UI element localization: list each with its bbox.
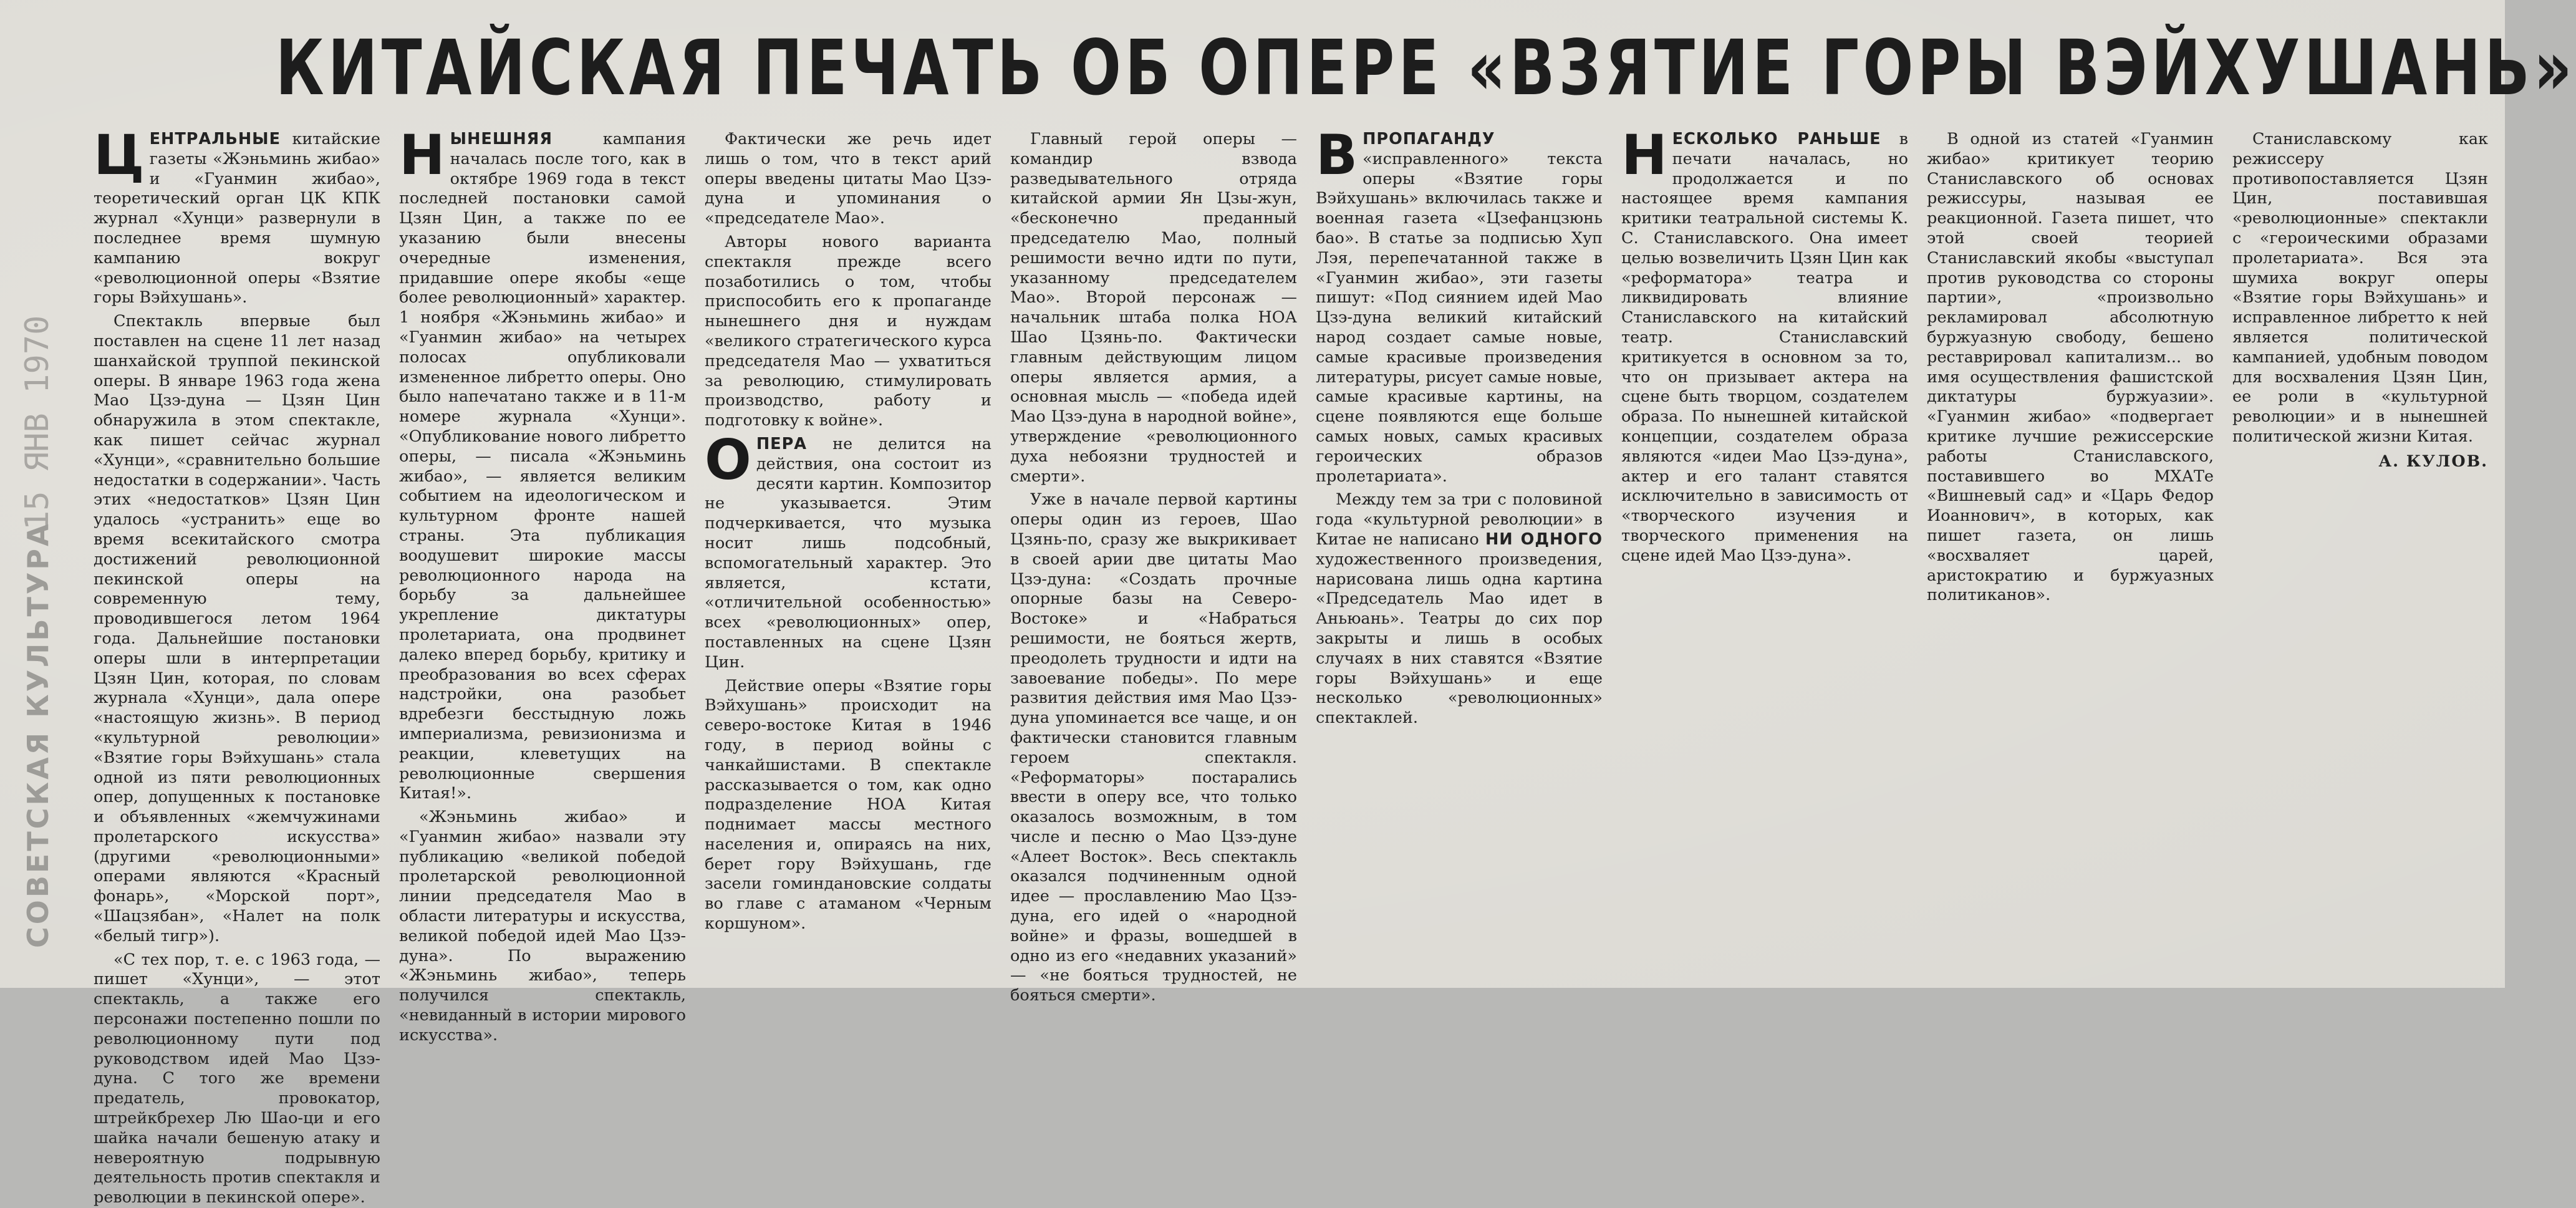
article-column-1 (94, 123, 380, 1207)
article-column-2 (399, 123, 686, 1045)
lead-word: ЕНТРАЛЬНЫЕ (149, 130, 281, 148)
paragraph: «С тех пор, т. е. с 1963 года, — пишет «Хунци», — этот спектакль, а также его персонажи постепенно пошли по революционному пути под руководством идей Мао Цзэ-дуна. С того же времени предатель, провокатор, штрейкбрехер Лю Шао-ци и его шайка начали бешеную атаку и невероятную подрывную деятельность против спектакля и революции в пекинской опере». (94, 950, 380, 1207)
paragraph (1316, 490, 1603, 728)
newspaper-name-stamp: СОВЕТСКАЯ КУЛЬТУРА (21, 521, 55, 948)
article-column-8 (2232, 130, 2488, 969)
paragraph: «Жэньминь жибао» и «Гуанмин жибао» назвали эту публикацию «великой победой пролетарской революционной линии председателя Мао в области литературы и искусства, великой победой идей Мао Цзэ-дуна». По выражению «Жэньминь жибао», теперь получился спектакль, «невиданный в истории мирового искусства». (399, 808, 686, 1045)
paragraph: Главный герой оперы — командир взвода разведывательного отряда китайской армии Ян Цзы-жун, «бесконечно преданный председателю Мао, полный решимости вечно идти по пути, указанному председателем Мао». Второй персонаж — начальник штаба полка НОА Шао Цзянь-по. Фактически главным действующим лицом оперы является армия, а основная мысль — «победа идей Мао Цзэ-дуна в народной войне», утверждение «революционного духа небоязни трудностей и смерти». (1010, 130, 1297, 486)
article-column-7 (1927, 130, 2214, 969)
paragraph-text: «исправленного» текста оперы «Взятие горы Вэйхушань» включилась также и военная газета «Цзефанцзюнь бао». В статье за подписью Хуп Лэя, перепечатанной также в «Гуанмин жибао», эти газеты пишут: «Под сиянием идей Мао Цзэ-дуна великий китайский народ создает самые новые, самые красивые произведения литературы, рисует самые новые, самые красивые картины, на сцене появляются еще больше самых новых, самых красивых героических образов пролетариата». (1316, 149, 1603, 486)
paragraph (1621, 123, 1909, 566)
paragraph: В одной из статей «Гуанмин жибао» критикует теорию Станиславского об основах режиссуры, называя ее реакционной. Газета пишет, что этой своей теорией Станиславский якобы «выступал против руководства со стороны партии», «произвольно рекламировал абсолютную буржуазную свободу, бешено реставрировал капитализм... во имя осуществления фашистской диктатуры буржуазии». «Гуанмин жибао» «подвергает критике лучшие режиссерские работы Станиславского, поставившего во МХАТе «Вишневый сад» и «Царь Федор Иоаннович», в которых, как пишет газета, он лишь «восхваляет царей, аристократию и буржуазных политиканов». (1927, 130, 2214, 605)
paragraph-text: художественного произведения, нарисована лишь одна картина «Председатель Мао идет в Аньюань». Театры до сих пор закрыты и лишь в особых случаях в них ставятся «Взятие горы Вэйхушань» и еще несколько «революционных» спектаклей. (1316, 549, 1603, 728)
lead-word: ПРОПАГАНДУ (1363, 130, 1495, 148)
drop-cap: Н (399, 123, 445, 187)
paragraph (94, 123, 380, 308)
paragraph-text: Между тем за три с половиной года «культурной революции» в Китае не написано (1316, 490, 1603, 549)
paragraph-text: китайские газеты «Жэньминь жибао» и «Гуанмин жибао», теоретический орган ЦК КПК журнал «Хунци» развернули в последнее время шумную кампанию вокруг «революционной оперы «Взятие горы Вэйхушань». (94, 130, 380, 307)
lead-word: ПЕРА (756, 434, 807, 453)
article-column-4 (1010, 130, 1297, 1005)
date-stamp: 15 ЯНВ 1970 (19, 315, 56, 530)
paragraph (399, 123, 686, 804)
paragraph: Действие оперы «Взятие горы Вэйхушань» происходит на северо-востоке Китая в 1946 году, в период войны с чанкайшистами. В спектакле рассказывается о том, как одно подразделение НОА Китая поднимает массы местного населения и, опираясь на них, берет гору Вэйхушань, где засели гоминдановские солдаты во главе с атаманом «Черным коршуном». (705, 676, 991, 934)
drop-cap: О (705, 427, 751, 492)
paragraph: Станиславскому как режиссеру противопоставляется Цзян Цин, поставившая «революционные» спектакли с «героическими образами пролетариата». Вся эта шумиха вокруг оперы «Взятие горы Вэйхушань» и исправленное либретто к ней является политической кампанией, удобным поводом для восхваления Цзян Цин, ее роли в «культурной революции» и в нынешней политической жизни Китая. (2232, 130, 2488, 446)
paragraph-text: не делится на действия, она состоит из десяти картин. Композитор не указывается. Этим подчеркивается, что музыка носит лишь подсобный, вспомогательный характер. Это является, кстати, «отличительной особенностью» всех «революционных» опер, поставленных на сцене Цзян Цин. (705, 434, 992, 672)
lead-word: ЕСКОЛЬКО РАНЬШЕ (1672, 130, 1881, 148)
article-column-5 (1316, 123, 1603, 969)
paragraph: Спектакль впервые был поставлен на сцене 11 лет назад шанхайской труппой пекинской оперы. В январе 1963 года жена Мао Цзэ-дуна — Цзян Цин обнаружила в этом спектакле, как пишет сейчас журнал «Хунци», «сравнительно большие недостатки в содержании». Часть этих «недостатков» Цзян Цин удалось «устранить» еще во время всекитайского смотра достижений революционной пекинской оперы на современную тему, проводившегося летом 1964 года. Дальнейшие постановки оперы шли в интерпретации Цзян Цин, которая, по словам журнала «Хунци», дала опере «настоящую жизнь». В период «культурной революции» «Взятие горы Вэйхушань» стала одной из пяти революционных опер, допущенных к постановке и объявленных «жемчужинами пролетарского искусства» (другими «революционными» операми являются «Красный фонарь», «Морской порт», «Шацзябан», «Налет на полк «белый тигр»). (94, 312, 380, 945)
paragraph (705, 427, 992, 673)
article-column-6 (1621, 123, 1909, 969)
paragraph: Уже в начале первой картины оперы один из героев, Шао Цзянь-по, сразу же выкрикивает в своей арии две цитаты Мао Цзэ-дуна: «Создать прочные опорные базы на Северо-Востоке» и «Набраться решимости, не бояться жертв, преодолеть трудности и идти на завоевание победы». По мере развития действия имя Мао Цзэ-дуна упоминается все чаще, и он фактически становится главным героем спектакля. «Реформаторы» постарались ввести в оперу все, что только оказалось возможным, в том числе и песню о Мао Цзэ-дуне «Алеет Восток». Весь спектакль оказался подчиненным одной идее — прославлению Мао Цзэ-дуна, его идей о «народной войне» и фразы, вошедшей в одно из его «недавних указаний» — «не бояться трудностей, не бояться смерти». (1010, 490, 1297, 1005)
drop-cap: Н (1621, 123, 1667, 187)
drop-cap: Ц (94, 123, 145, 187)
drop-cap: В (1316, 123, 1358, 187)
paragraph: Фактически же речь идет лишь о том, что в текст арий оперы введены цитаты Мао Цзэ-дуна и упоминания о «председателе Мао». (705, 130, 991, 228)
paragraph (1316, 123, 1603, 486)
emphasis-text: НИ ОДНОГО (1485, 529, 1603, 549)
article-column-3 (705, 130, 991, 969)
author-signature: А. КУЛОВ. (2378, 452, 2488, 471)
headline: КИТАЙСКАЯ ПЕЧАТЬ ОБ ОПЕРЕ «ВЗЯТИЕ ГОРЫ ВЭЙХУШАНЬ» (275, 24, 2576, 112)
paragraph-text: в печати началась, но продолжается и по настоящее время кампания критики театральной системы К. С. Станиславского. Она имеет целью возвеличить Цзян Цин как «реформатора» театра и ликвидировать влияние Станиславского на китайский театр. Станиславский критикуется в основном за то, что он призывает актера на сцене быть творцом, создателем образа. По нынешней китайской концепции, создателем образа являются «идеи Мао Цзэ-дуна», актер и его талант ставятся исключительно в зависимость от «творческого изучения и творческого применения на сцене идей Мао Цзэ-дуна». (1621, 130, 1909, 565)
paragraph: Авторы нового варианта спектакля прежде всего позаботились о том, чтобы приспособить его к пропаганде нынешнего дня и нуждам «великого стратегического курса председателя Мао — ухватиться за революцию, стимулировать производство, работу и подготовку к войне». (705, 232, 991, 430)
lead-word: ЫНЕШНЯЯ (450, 130, 552, 148)
paragraph-text: кампания началась после того, как в октябре 1969 года в текст последней постановки самой Цзян Цин, а также по ее указанию были внесены очередные изменения, придавшие опере якобы «еще более революционный» характер. 1 ноября «Жэньминь жибао» и «Гуанмин жибао» на четырех полосах опубликовали измененное либретто оперы. Оно было напечатано также и в 11-м номере журнала «Хунци». «Опубликование нового либретто оперы, — писала «Жэньминь жибао», — является великим событием на идеологическом и культурном фронте нашей страны. Эта публикация воодушевит широкие массы революционного народа на борьбу за дальнейшее укрепление диктатуры пролетариата, она продвинет далеко вперед борьбу, критику и преобразования во всех сферах надстройки, она разобьет вдребезги бесстыдную ложь империализма, ревизионизма и реакции, клеветущих на революционные свершения Китая!». (399, 130, 686, 803)
